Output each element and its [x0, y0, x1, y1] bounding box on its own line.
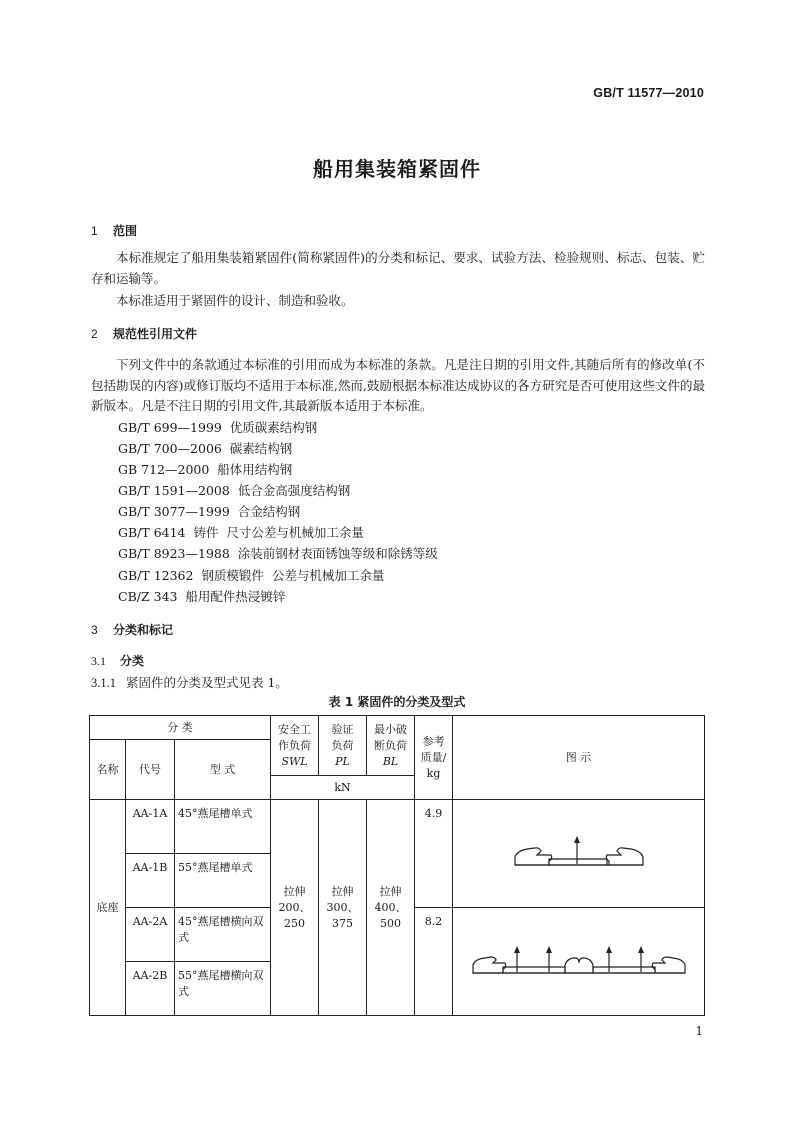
- header-pl-line2: 负荷: [331, 738, 354, 752]
- swl-values-2: 250: [284, 916, 306, 930]
- swl-cell: [271, 800, 319, 1016]
- header-name: 名称: [90, 740, 126, 800]
- code-cell: AA-1A: [126, 800, 175, 854]
- load-label: 拉伸: [331, 884, 354, 898]
- section-1-paragraph-2: 本标准适用于紧固件的设计、制造和验收。: [116, 293, 354, 308]
- header-mass: [415, 716, 453, 800]
- load-label: 拉伸: [283, 884, 306, 898]
- table-row: [90, 800, 705, 854]
- group-name-cell: 底座: [90, 800, 126, 1016]
- figure-single-cell: [453, 800, 705, 908]
- section-title: 分类和标记: [113, 623, 174, 637]
- table-1: [89, 715, 705, 1016]
- bl-cell: [367, 800, 415, 1016]
- bl-values: 400、: [374, 900, 407, 914]
- section-2-intro: 下列文件中的条款通过本标准的引用而成为本标准的条款。凡是注日期的引用文件,其随后所有的修改单(不包括勘误的内容)或修订版均不适用于本标准,然而,鼓励根据本标准达成协议的各方研究是否可使用这些文件的最新版本。凡是不注日期的引用文件,其最新版本适用于本标准。: [91, 357, 705, 413]
- header-bl-line2: 断负荷: [374, 738, 408, 752]
- header-swl-line1: 安全工: [278, 722, 312, 736]
- table-1-title: 表 1 紧固件的分类及型式: [328, 695, 466, 709]
- reference-item: GB 712—2000 船体用结构钢: [118, 462, 293, 477]
- mass-cell: 8.2: [415, 908, 453, 1016]
- section-title: 规范性引用文件: [113, 327, 198, 341]
- page-number: 1: [695, 1024, 703, 1038]
- code-cell: AA-2B: [126, 962, 175, 1016]
- header-pl-line1: 验证: [331, 722, 354, 736]
- header-bl: [367, 716, 415, 776]
- reference-item: GB/T 1591—2008 低合金高强度结构钢: [118, 483, 351, 498]
- clause-number: 3.1: [91, 654, 106, 668]
- header-mass-line1: 参考: [422, 734, 445, 748]
- section-1-paragraph-1: 本标准规定了船用集装箱紧固件(简称紧固件)的分类和标记、要求、试验方法、检验规则、标志、包装、贮存和运输等。: [91, 250, 705, 286]
- header-swl-line2: 作负荷: [278, 738, 312, 752]
- bl-values-2: 500: [380, 916, 402, 930]
- header-mass-line2: 质量/: [420, 750, 447, 764]
- pl-values-2: 375: [332, 916, 354, 930]
- header-bl-line1: 最小破: [374, 722, 408, 736]
- pl-cell: [319, 800, 367, 1016]
- header-unit: kN: [271, 776, 415, 800]
- table-header-row: [90, 716, 705, 740]
- document-title: 船用集装箱紧固件: [313, 157, 481, 181]
- type-cell: 55°燕尾槽横向双式: [175, 962, 271, 1016]
- header-code: 代号: [126, 740, 175, 800]
- pl-values: 300、: [326, 900, 359, 914]
- type-cell: 45°燕尾槽横向双式: [175, 908, 271, 962]
- reference-item: GB/T 8923—1988 涂装前钢材表面锈蚀等级和除锈等级: [118, 546, 438, 561]
- clause-3-1-heading: [91, 652, 144, 669]
- section-number: 2: [91, 327, 98, 341]
- clause-number: 3.1.1: [91, 676, 116, 690]
- header-figure: 图 示: [453, 716, 705, 800]
- type-cell: 45°燕尾槽单式: [175, 800, 271, 854]
- code-cell: AA-1B: [126, 854, 175, 908]
- double-base-figure: [469, 939, 689, 979]
- reference-item: GB/T 12362 钢质模锻件 公差与机械加工余量: [118, 568, 385, 583]
- section-2-heading: [91, 325, 197, 342]
- header-swl: [271, 716, 319, 776]
- header-bl-abbr: BL: [382, 754, 399, 768]
- header-mass-line3: kg: [426, 766, 441, 780]
- reference-item: CB/Z 343 船用配件热浸镀锌: [118, 589, 286, 604]
- section-number: 1: [91, 224, 98, 238]
- mass-cell: 4.9: [415, 800, 453, 908]
- code-cell: AA-2A: [126, 908, 175, 962]
- load-label: 拉伸: [379, 884, 402, 898]
- section-1-heading: [91, 222, 137, 239]
- type-cell: 55°燕尾槽单式: [175, 854, 271, 908]
- header-classification: 分 类: [90, 716, 271, 740]
- section-3-heading: [91, 621, 173, 638]
- header-pl: [319, 716, 367, 776]
- header-pl-abbr: PL: [335, 754, 350, 768]
- header-swl-abbr: SWL: [281, 754, 308, 768]
- clause-title: 分类: [120, 654, 145, 668]
- clause-text: 紧固件的分类及型式见表 1。: [126, 675, 288, 690]
- clause-3-1-1: [91, 673, 288, 691]
- reference-item: GB/T 699—1999 优质碳素结构钢: [118, 420, 318, 435]
- reference-item: GB/T 700—2006 碳素结构钢: [118, 441, 293, 456]
- header-type: 型 式: [175, 740, 271, 800]
- single-base-figure: [509, 831, 649, 871]
- section-title: 范围: [113, 224, 138, 238]
- figure-double-cell: [453, 908, 705, 1016]
- section-number: 3: [91, 623, 98, 637]
- reference-item: GB/T 3077—1999 合金结构钢: [118, 504, 301, 519]
- standard-code: GB/T 11577—2010: [593, 86, 704, 100]
- swl-values: 200、: [278, 900, 311, 914]
- reference-item: GB/T 6414 铸件 尺寸公差与机械加工余量: [118, 525, 364, 540]
